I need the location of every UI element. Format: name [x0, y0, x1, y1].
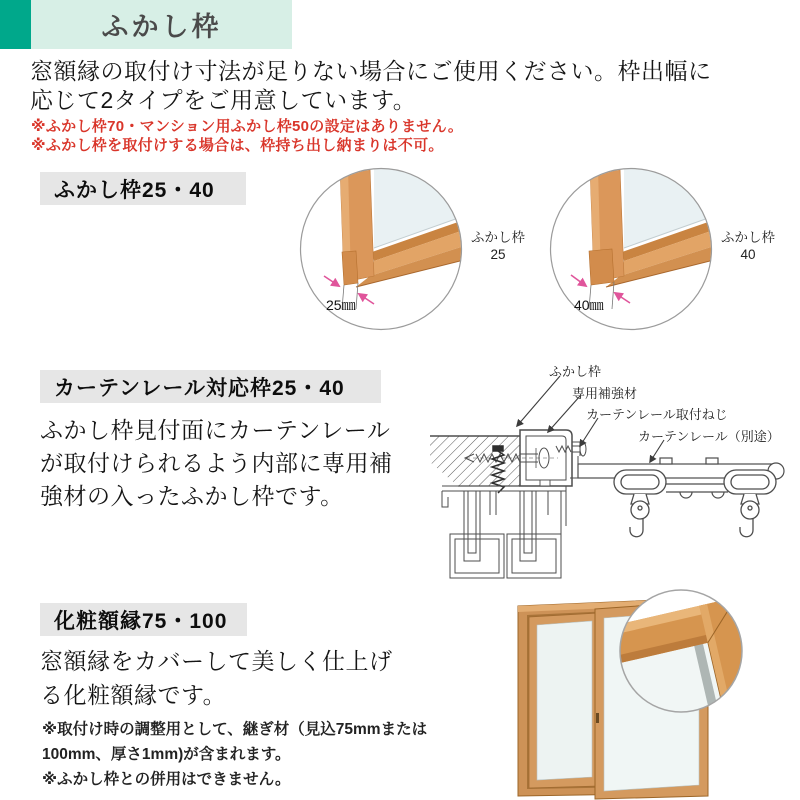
fukashi-25-label-line2: 25: [490, 247, 506, 262]
fukashi-40-diagram: [548, 166, 714, 332]
window-left-sash: [529, 613, 599, 788]
section-heading-fukashi-label: ふかし枠25・40: [54, 178, 215, 202]
accent-block: [0, 0, 31, 49]
curtain-runner-left: [614, 470, 666, 537]
kesho-note1-line2: 100mm、厚さ1mm)が含まれます。: [42, 746, 291, 763]
label-rail-screw: カーテンレール取付ねじ: [586, 407, 728, 422]
header-band: [31, 0, 292, 49]
section-heading-curtain-label: カーテンレール対応枠25・40: [54, 376, 345, 400]
intro-paragraph: [30, 57, 712, 115]
fukashi-40-label-line2: 40: [740, 247, 756, 262]
fukashi-40-label: [712, 229, 784, 263]
intro-line-1: 窓額縁の取付け寸法が足りない場合にご使用ください。枠出幅に: [30, 58, 712, 84]
sash-handle: [596, 713, 599, 723]
warning-note-2: ※ふかし枠を取付けする場合は、枠持ち出し納まりは不可。: [31, 137, 444, 154]
kesho-body-line2: る化粧額縁です。: [40, 682, 227, 708]
kesho-note1-line1: ※取付け時の調整用として、継ぎ材（見込75mmまたは: [42, 721, 428, 738]
label-hokyozai: 専用補強材: [572, 386, 638, 401]
curtain-body-line2: が取付けられるよう内部に専用補: [40, 450, 393, 476]
curtain-body: [40, 414, 393, 513]
curtain-runner-right: [724, 470, 776, 537]
fukashi-25-diagram: [298, 166, 464, 332]
wall-hatch: [430, 436, 520, 486]
intro-line-2: 応じて2タイプをご用意しています。: [30, 87, 417, 113]
fukashi-25-label: [462, 229, 534, 263]
kesho-note2: ※ふかし枠との併用はできません。: [42, 771, 291, 788]
dimension-25mm: 25㎜: [326, 297, 356, 313]
kesho-body: [40, 644, 393, 712]
label-curtain-rail: カーテンレール（別途）: [638, 429, 780, 444]
kesho-body-line1: 窓額縁をカバーして美しく仕上げ: [40, 648, 393, 674]
curtain-body-line1: ふかし枠見付面にカーテンレール: [40, 417, 391, 443]
window-frame-section: [442, 486, 566, 578]
curtain-body-line3: 強材の入ったふかし枠です。: [40, 483, 344, 509]
section-heading-fukashi: [40, 172, 246, 205]
label-fukashi-waku: ふかし枠: [549, 364, 602, 379]
section-heading-curtain: [40, 370, 381, 403]
fukashi-25-label-line1: ふかし枠: [471, 230, 525, 245]
warning-notes: [31, 117, 463, 155]
kesho-notes: [42, 717, 427, 792]
warning-note-1: ※ふかし枠70・マンション用ふかし枠50の設定はありません。: [31, 118, 464, 135]
fukashi-40-label-line1: ふかし枠: [721, 230, 775, 245]
page-title: ふかし枠: [101, 12, 222, 42]
section-heading-kesho-label: 化粧額縁75・100: [54, 609, 228, 633]
section-heading-kesho: [40, 603, 247, 636]
window-illustration: [495, 585, 795, 800]
dimension-40mm: 40㎜: [574, 297, 604, 313]
